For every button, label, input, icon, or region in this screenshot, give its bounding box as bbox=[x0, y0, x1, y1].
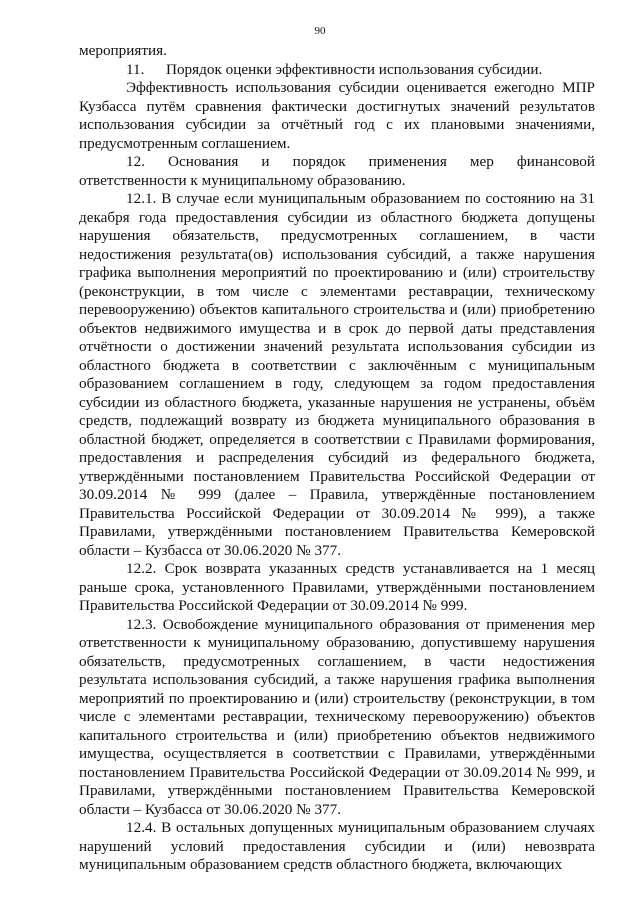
paragraph-12-3: 12.3. Освобождение муниципального образования от применения мер ответственности к муниципальному образованию, допустившему нарушения обязательств, предусмотренных соглашением, в части недостижения результата использования субсидий, а также нарушения графика выполнения мероприятий по проектированию и (или) строительству (реконструкции, в том числе с элементами реставрации, техническому перевооружению) объектов капитального строительства и (или) приобретению объектов недвижимого имущества, осуществляется в соответствии с Правилами, утверждёнными постановлением Правительства Российской Федерации от 30.09.2014 № 999, и Правилами, утверждёнными постановлением Правительства Кемеровской области – Кузбасса от 30.06.2020 № 377. bbox=[79, 615, 595, 818]
section-11-paragraph: Эффективность использования субсидии оценивается ежегодно МПР Кузбасса путём сравнения фактически достигнутых значений результатов использования субсидии за отчётный год с их плановыми значениями, предусмотренным соглашением. bbox=[79, 79, 595, 152]
section-12-heading-line-2: ответственности к муниципальному образованию. bbox=[79, 171, 406, 189]
paragraph-12-1: 12.1. В случае если муниципальным образованием по состоянию на 31 декабря года предоставления субсидии из областного бюджета допущены нарушения обязательств, предусмотренных соглашением, в части недостижения результата(ов) использования субсидий, а также нарушения графика выполнения мероприятий по проектированию и (или) строительству (реконструкции, в том числе с элементами реставрации, техническому перевооружению) объектов капитального строительства и (или) приобретению объектов недвижимого имущества и в срок до первой даты представления отчётности о достижении значений результата использования субсидии из областного бюджета в соответствии с заключённым с муниципальным образованием соглашением в году, следующем за годом предоставления субсидии из областного бюджета, указанные нарушения не устранены, объём средств, подлежащий возврату из бюджета муниципального образования в областной бюджет, определяется в соответствии с Правилами формирования, предоставления и распределения субсидий из федерального бюджета, утверждёнными постановлением Правительства Российской Федерации от 30.09.2014 № 999 (далее – Правила, утверждённые постановлением Правительства Российской Федерации от 30.09.2014 № 999), а также Правилами, утверждёнными постановлением Правительства Кемеровской области – Кузбасса от 30.06.2020 № 377. bbox=[79, 190, 595, 559]
section-11-number: 11. bbox=[126, 60, 145, 78]
paragraph-12-2: 12.2. Срок возврата указанных средств устанавливается на 1 месяц раньше срока, установленного Правилами, утверждёнными постановлением Правительства Российской Федерации от 30.09.2014 № 999. bbox=[79, 560, 595, 614]
paragraph-12-4: 12.4. В остальных допущенных муниципальным образованием случаях нарушений условий предоставления субсидии и (или) невозврата муниципальным образованием средств областного бюджета, включающих bbox=[79, 819, 595, 873]
paragraph-continuation: мероприятия. bbox=[79, 42, 167, 59]
section-11-heading bbox=[79, 61, 595, 80]
section-12-heading-line-1: 12. Основания и порядок применения мер финансовой bbox=[126, 153, 595, 170]
document-body bbox=[79, 42, 595, 875]
section-11-title: Порядок оценки эффективности использования субсидии. bbox=[166, 60, 543, 78]
page-number: 90 bbox=[314, 25, 326, 37]
